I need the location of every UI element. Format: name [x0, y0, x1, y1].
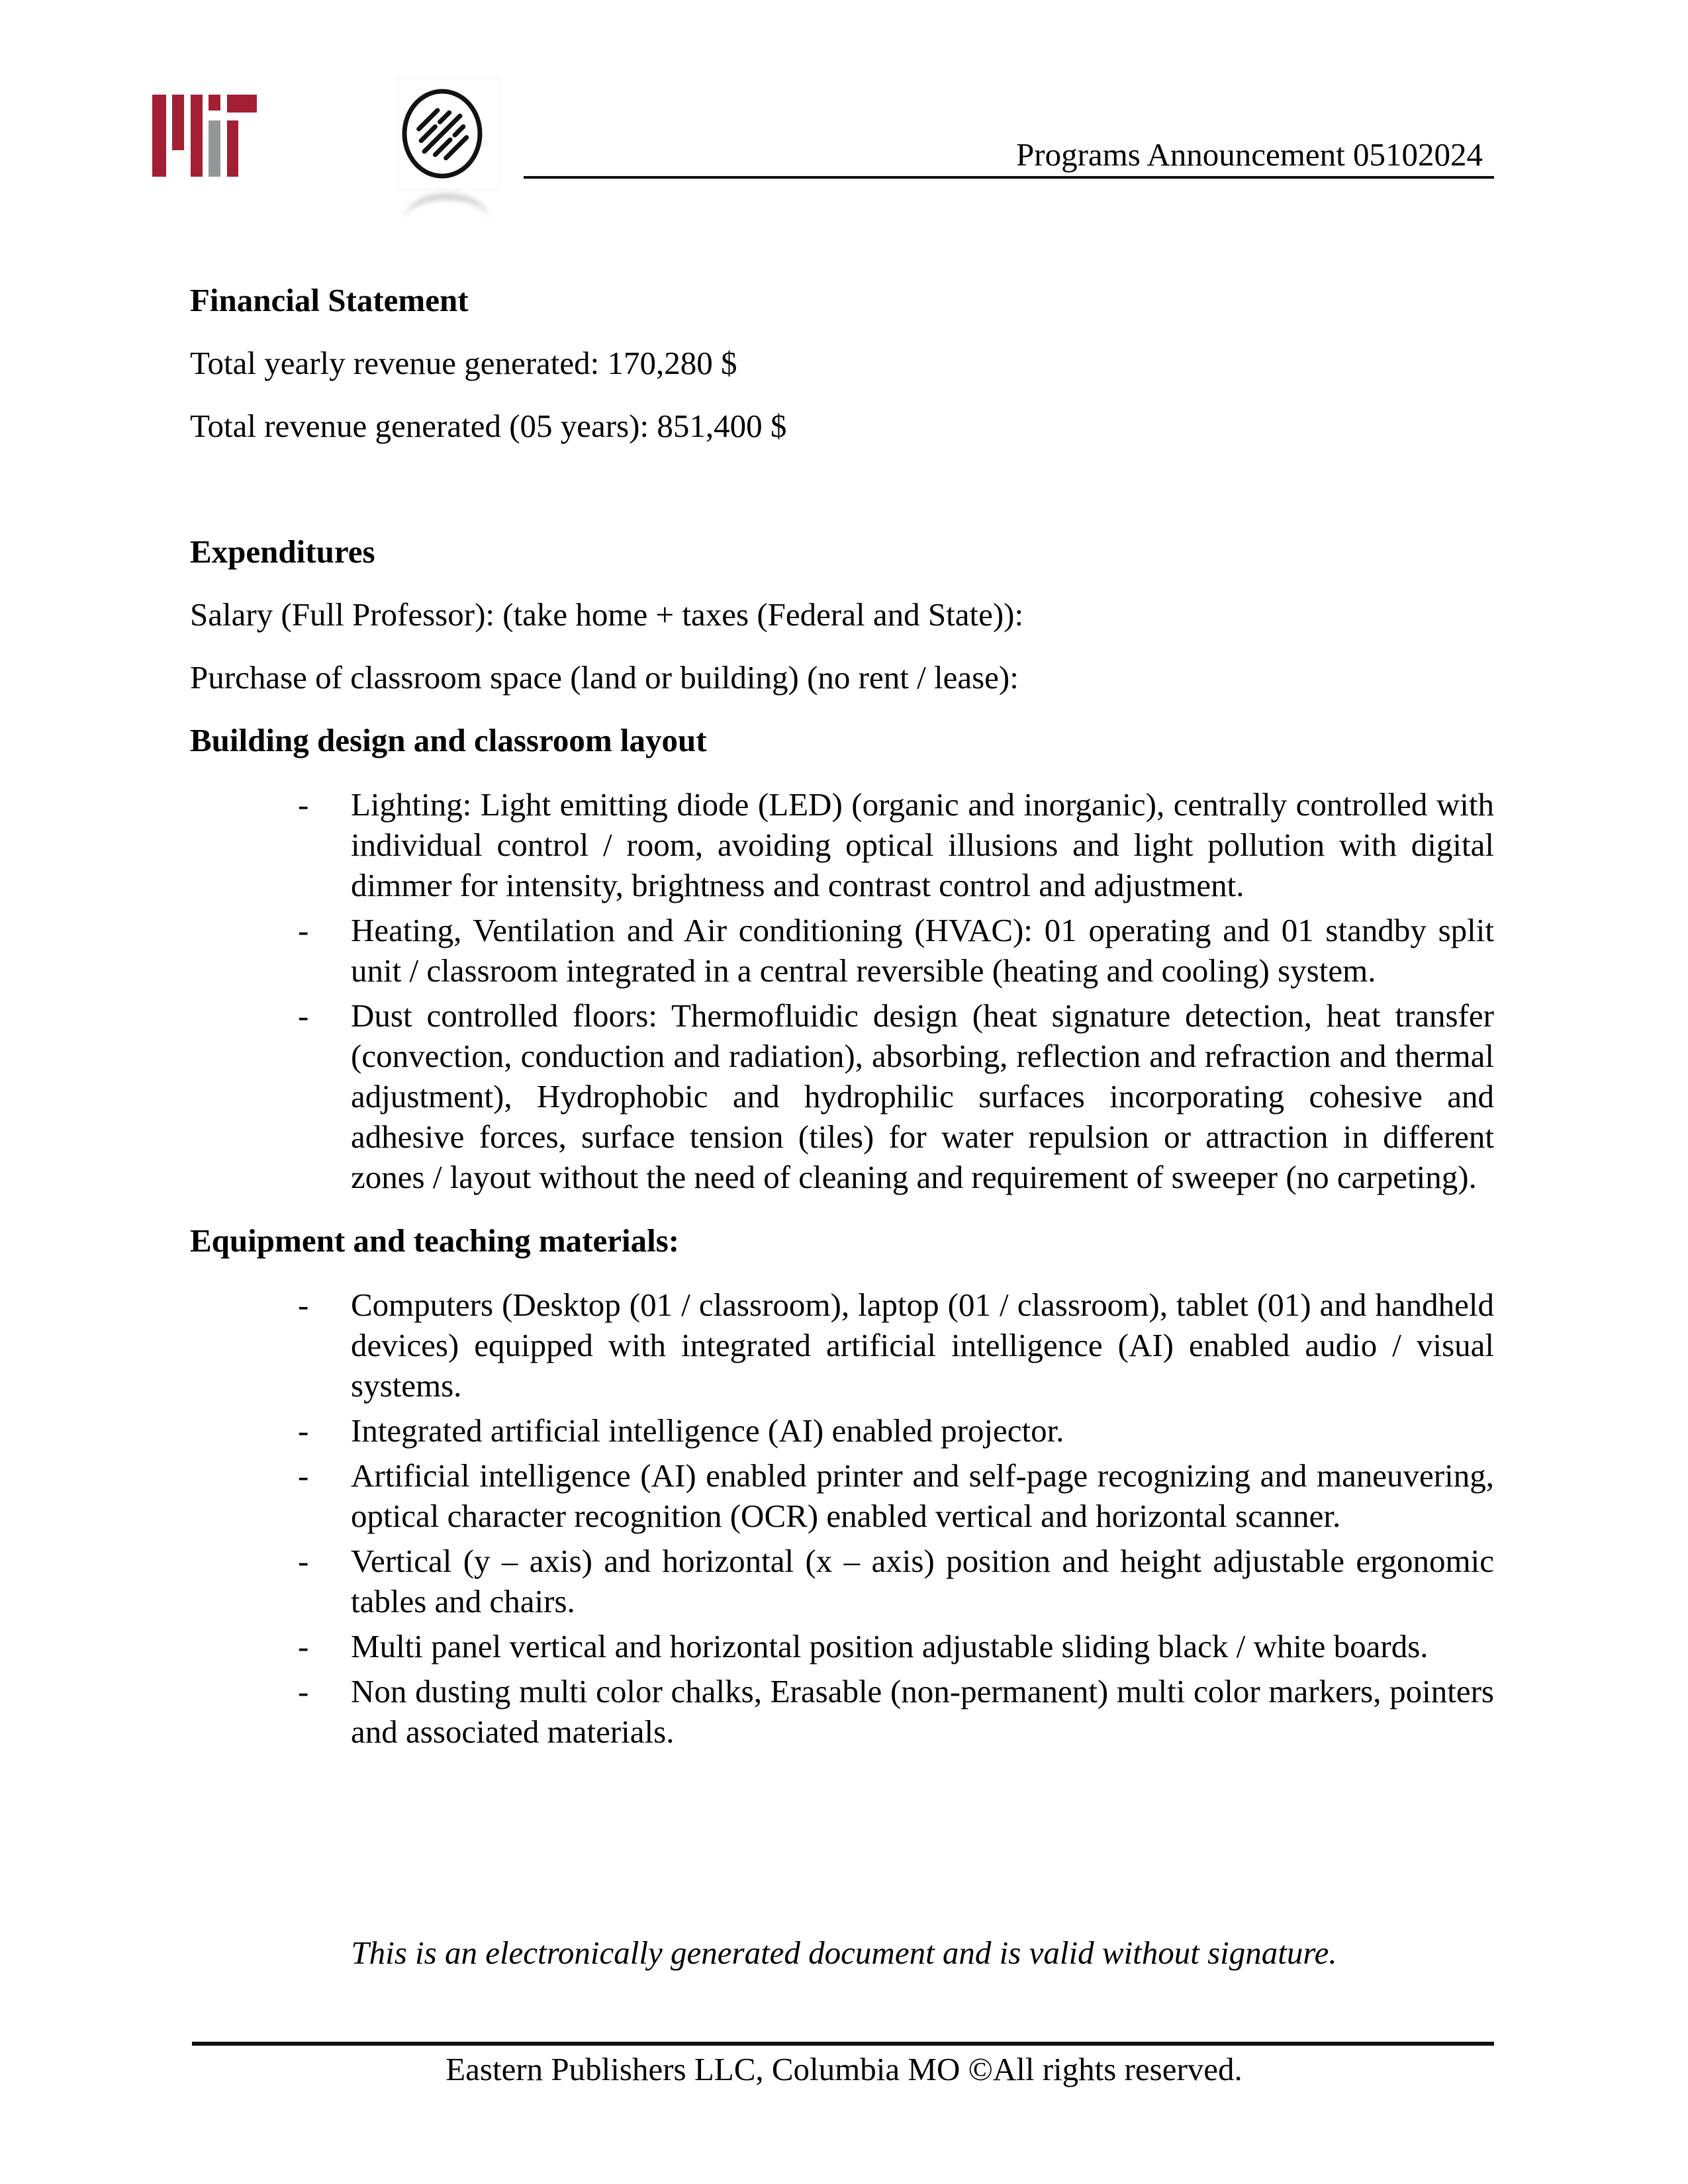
- bullet-dash-marker: -: [298, 786, 309, 823]
- bullet-list: [190, 784, 1494, 1197]
- mit-logo-bar-gray: [209, 120, 220, 177]
- list-item-text: Multi panel vertical and horizontal position adjustable sliding black / white boards.: [351, 1628, 1429, 1664]
- mit-logo-bar: [191, 95, 203, 177]
- mit-logo-bar: [209, 95, 220, 111]
- list-item: [190, 910, 1494, 991]
- section-heading: Financial Statement: [190, 282, 469, 318]
- body-paragraph: Total yearly revenue generated: 170,280 $: [190, 345, 737, 381]
- bullet-dash-marker: -: [298, 1543, 309, 1579]
- list-item: [190, 784, 1494, 905]
- list-item: [190, 995, 1494, 1197]
- page-title: Programs Announcement 05102024: [1016, 136, 1483, 173]
- mit-logo-bar: [227, 95, 257, 113]
- bullet-dash-marker: -: [298, 1673, 309, 1709]
- bullet-list: [190, 1285, 1494, 1752]
- list-item-text: Heating, Ventilation and Air conditioning (HVAC): 01 operating and 01 standby split unit / classroom integrated in a central reversible (heating and cooling) system.: [351, 912, 1494, 989]
- document-body: [190, 281, 1494, 1776]
- bullet-dash-marker: -: [298, 1287, 309, 1323]
- list-item: [190, 1285, 1494, 1406]
- list-item-text: Lighting: Light emitting diode (LED) (organic and inorganic), centrally controlled with individual control / room, avoiding optical illusions and light pollution with digital dimmer for intensity, brightness and contrast control and adjustment.: [351, 786, 1494, 903]
- footer-copyright: Eastern Publishers LLC, Columbia MO ©All rights reserved.: [445, 2051, 1243, 2087]
- bullet-dash-marker: -: [298, 912, 309, 948]
- list-item: [190, 1541, 1494, 1621]
- hatched-circle-svg: [398, 79, 499, 189]
- list-item: [190, 1671, 1494, 1752]
- footer-rule: [192, 2042, 1494, 2046]
- list-item: [190, 1410, 1494, 1451]
- logo-reflection: [404, 193, 490, 228]
- bullet-dash-marker: -: [298, 1412, 309, 1449]
- bullet-dash-marker: -: [298, 997, 309, 1034]
- mit-logo-bar: [172, 95, 184, 150]
- mit-logo-icon: [152, 95, 257, 177]
- list-item-text: Artificial intelligence (AI) enabled printer and self-page recognizing and maneuvering, optical character recognition (OCR) enabled vertical and horizontal scanner.: [351, 1457, 1494, 1534]
- mit-logo-bar: [227, 120, 238, 177]
- body-paragraph: Salary (Full Professor): (take home + taxes (Federal and State)):: [190, 596, 1024, 633]
- list-item: [190, 1455, 1494, 1536]
- list-item-text: Dust controlled floors: Thermofluidic design (heat signature detection, heat transfer (convection, conduction and radiation), absorbing, reflection and refraction and thermal adjustment), Hydrophobic and hydrophilic surfaces incorporating cohesive and adhesive forces, surface tension (tiles) for water repulsion or attraction in different zones / layout without the need of cleaning and requirement of sweeper (no carpeting).: [351, 997, 1494, 1195]
- paragraph-spacer: [190, 470, 1494, 533]
- section-heading: Equipment and teaching materials:: [190, 1222, 680, 1259]
- mit-logo-bar: [152, 95, 166, 177]
- section-heading: Building design and classroom layout: [190, 722, 707, 758]
- body-paragraph: Total revenue generated (05 years): 851,400 $: [190, 408, 787, 444]
- list-item-text: Integrated artificial intelligence (AI) enabled projector.: [351, 1412, 1064, 1449]
- bullet-dash-marker: -: [298, 1628, 309, 1664]
- hatched-circle-logo-icon: [397, 78, 500, 190]
- list-item-text: Vertical (y – axis) and horizontal (x – axis) position and height adjustable ergonomic tables and chairs.: [351, 1543, 1494, 1619]
- list-item-text: Non dusting multi color chalks, Erasable (non-permanent) multi color markers, pointers and associated materials.: [351, 1673, 1494, 1750]
- validity-note: This is an electronically generated document and is valid without signature.: [351, 1934, 1337, 1971]
- list-item: [190, 1626, 1494, 1666]
- list-item-text: Computers (Desktop (01 / classroom), laptop (01 / classroom), tablet (01) and handheld devices) equipped with integrated artificial intelligence (AI) enabled audio / visual systems.: [351, 1287, 1494, 1404]
- section-heading: Expenditures: [190, 533, 375, 570]
- body-paragraph: Purchase of classroom space (land or building) (no rent / lease):: [190, 659, 1019, 696]
- bullet-dash-marker: -: [298, 1457, 309, 1494]
- header-rule: [524, 176, 1494, 179]
